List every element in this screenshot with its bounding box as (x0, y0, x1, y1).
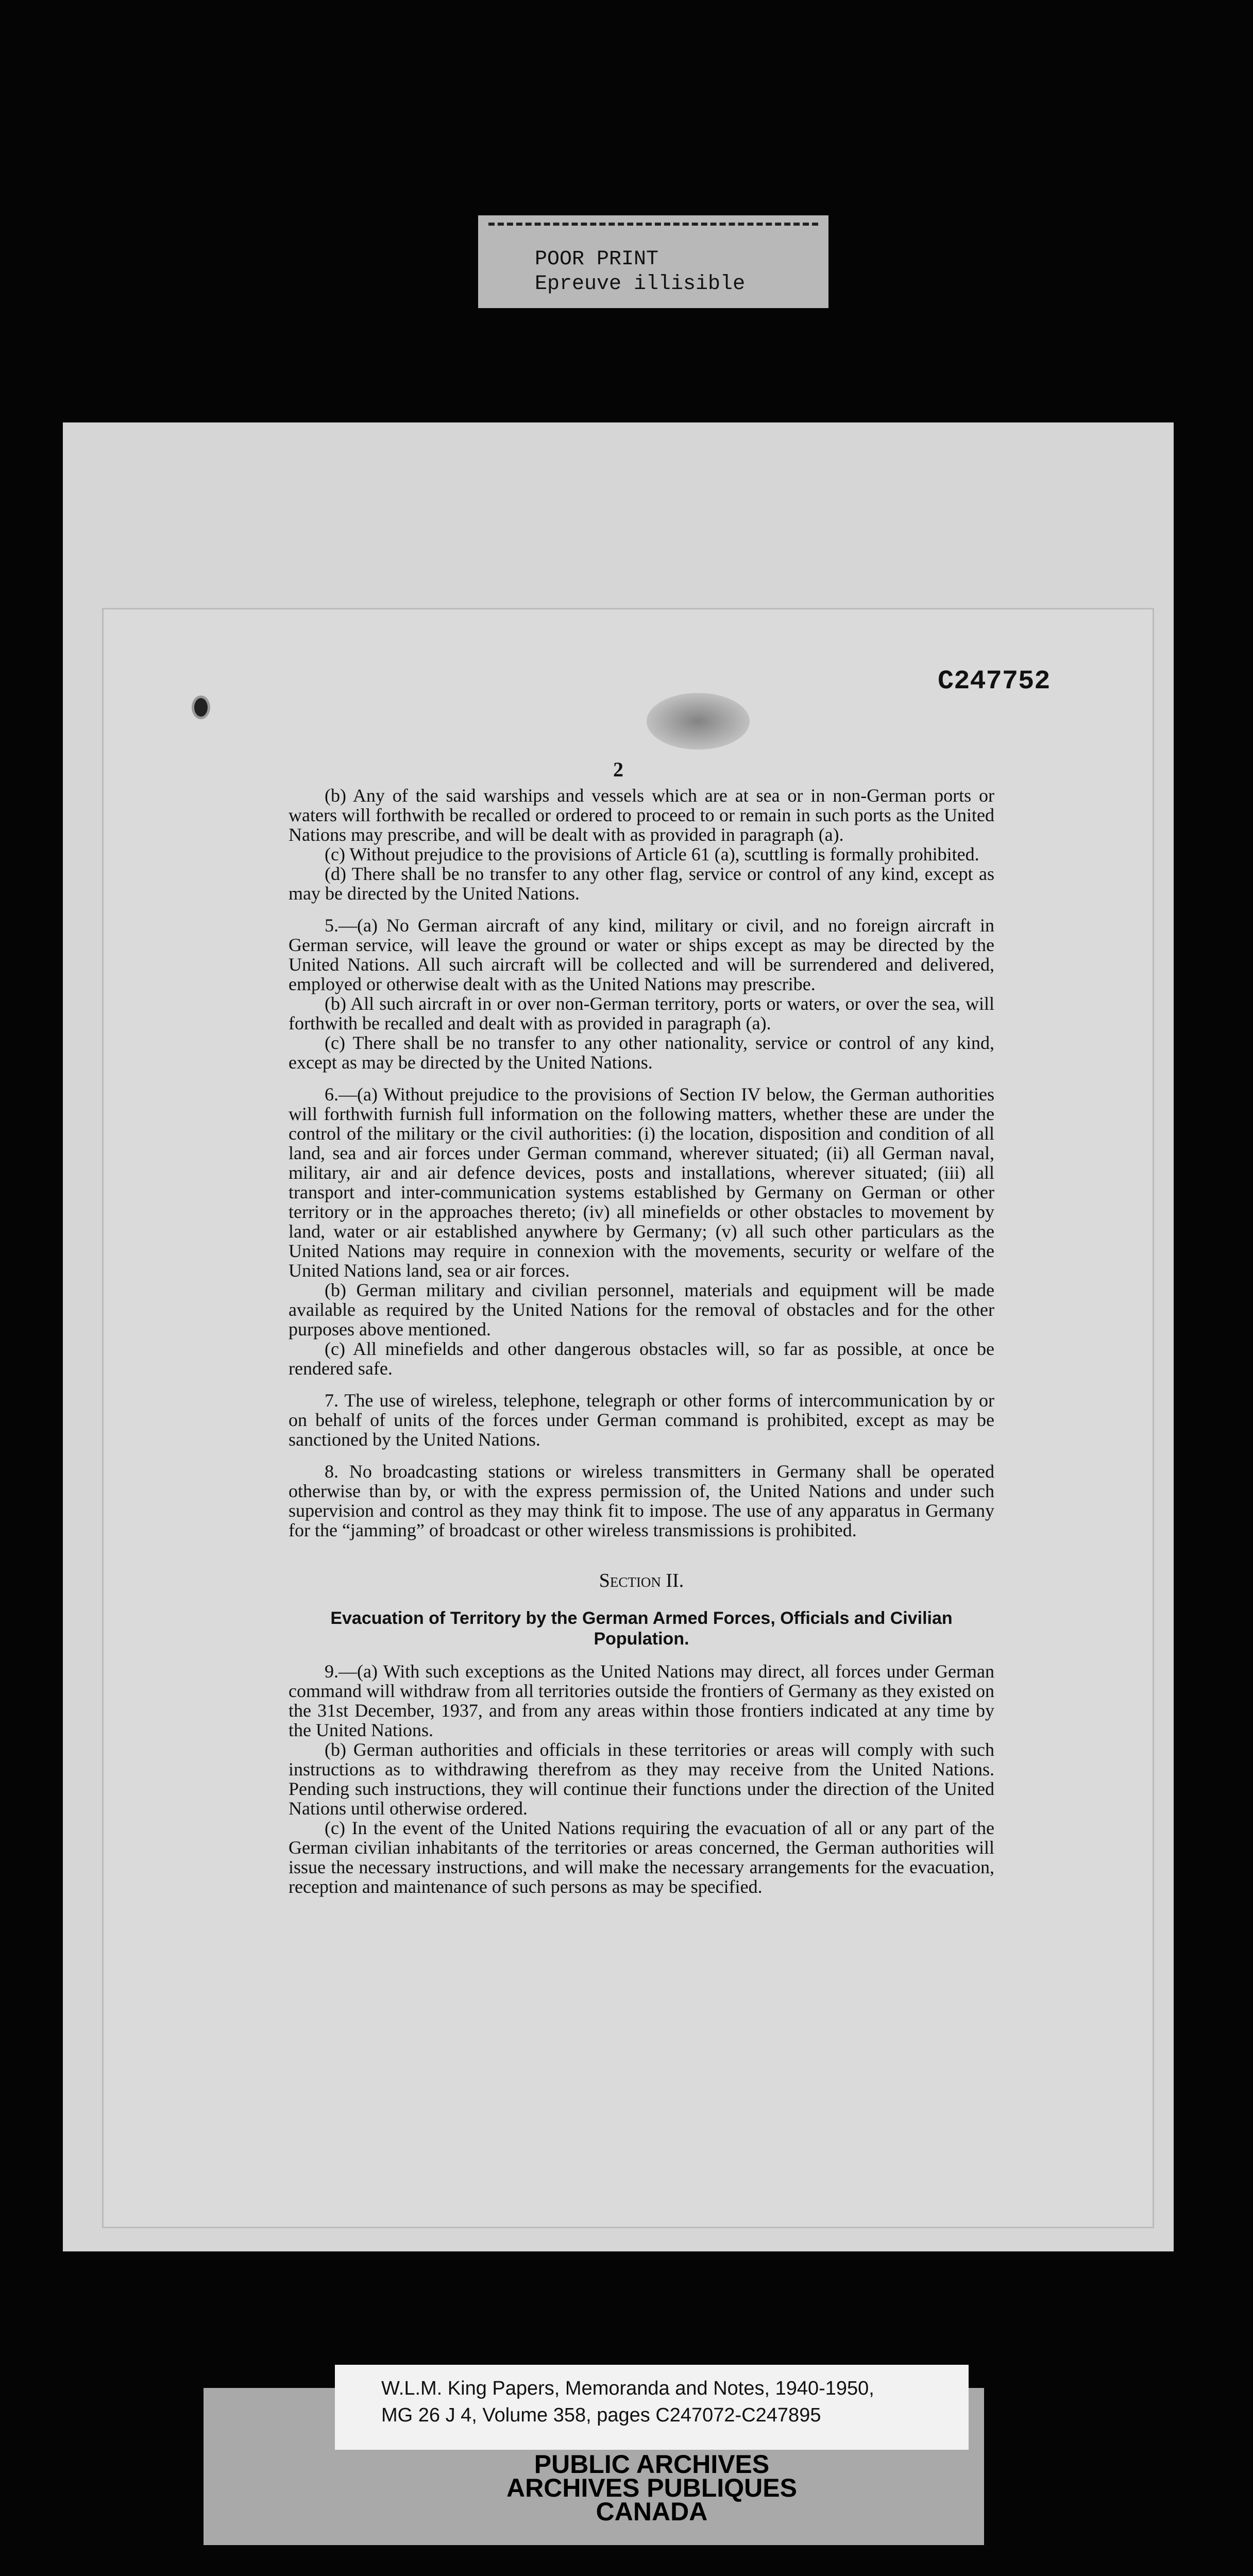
paragraph-7: 7. The use of wireless, telephone, telegraph or other forms of intercommunication by or on behalf of units of the forces under German command is prohibited, except as may be sanctioned by the United Nations. (289, 1390, 994, 1450)
section-heading: Evacuation of Territory by the German Armed Forces, Officials and Civilian Population. (330, 1608, 953, 1649)
poor-print-label (478, 215, 828, 308)
paragraph-4c: (c) Without prejudice to the provisions of Article 61 (a), scuttling is formally prohibited. (325, 844, 979, 865)
ink-smudge (647, 693, 750, 750)
stamp-line-3: CANADA (596, 2497, 708, 2526)
paragraph-9b: (b) German authorities and officials in these territories or areas will comply with such instructions as to withdrawing therefrom as they may receive from the United Nations. Pending such instructions, they will continue their functions under the direction of the United Nations until otherwise ordered. (289, 1739, 994, 1819)
paragraph-4b: (b) Any of the said warships and vessels which are at sea or in non-German ports or waters will forthwith be recalled or ordered to proceed to or remain in such ports as the United Nations may prescribe, and will be dealt with as provided in paragraph (a). (289, 785, 994, 845)
page-number: 2 (613, 758, 623, 781)
public-archives-stamp (335, 2450, 969, 2526)
document-code: C247752 (938, 666, 1051, 697)
paragraph-5b: (b) All such aircraft in or over non-German territory, ports or waters, or over the sea, will forthwith be recalled and dealt with as provided in paragraph (a). (289, 993, 994, 1033)
stamp-line-2: ARCHIVES PUBLIQUES (506, 2473, 797, 2502)
section-title: Section II. (599, 1570, 684, 1591)
citation-line-1: W.L.M. King Papers, Memoranda and Notes, 1940-1950, (381, 2378, 874, 2399)
paragraph-5a: 5.—(a) No German aircraft of any kind, military or civil, and no foreign aircraft in German service, will leave the ground or water or ships except as may be directed by the United Nations. All such aircraft will be collected and will be surrendered and delivered, employed or otherwise dealt with as the United Nations may prescribe. (289, 915, 994, 994)
paragraph-8: 8. No broadcasting stations or wireless transmitters in Germany shall be operated otherwise than by, or with the express permission of, the United Nations and under such supervision and control as they may think fit to impose. The use of any apparatus in Germany for the “jamming” of broadcast or other wireless transmissions is prohibited. (289, 1461, 994, 1540)
citation-line-2: MG 26 J 4, Volume 358, pages C247072-C247895 (381, 2404, 821, 2426)
document-body (289, 786, 994, 1896)
label-dashes (488, 223, 818, 226)
paragraph-9a: 9.—(a) With such exceptions as the United Nations may direct, all forces under German command will withdraw from all territories outside the frontiers of Germany as they existed on the 31st December, 1937, and from any areas within those frontiers indicated at any time by the United Nations. (289, 1661, 994, 1740)
paragraph-6b: (b) German military and civilian personnel, materials and equipment will be made available as required by the United Nations for the removal of obstacles and for the other purposes above mentioned. (289, 1280, 994, 1340)
poor-print-text: POOR PRINT (535, 248, 659, 271)
punch-hole (192, 696, 210, 719)
archive-citation-label (335, 2365, 969, 2450)
epreuve-illisible-text: Epreuve illisible (535, 273, 746, 296)
paragraph-9c: (c) In the event of the United Nations requiring the evacuation of all or any part of the German civilian inhabitants of the territories or areas concerned, the German authorities will issue the necessary instructions, and will make the necessary arrangements for the evacuation, reception and maintenance of such persons as may be specified. (289, 1818, 994, 1897)
paragraph-5c: (c) There shall be no transfer to any other nationality, service or control of any kind, except as may be directed by the United Nations. (289, 1032, 994, 1073)
paragraph-6a: 6.—(a) Without prejudice to the provisions of Section IV below, the German authorities will forthwith furnish full information on the following matters, whether these are under the control of the military or the civil authorities: (i) the location, disposition and condition of all land, sea and air forces under German command, wherever situated; (ii) all German naval, military, air and air defence devices, posts and installations, wherever situated; (iii) all transport and inter-communication systems established by Germany on German or other territory or in the approaches thereto; (iv) all minefields or other obstacles to movement by land, water or air established anywhere by Germany; (v) all such other particulars as the United Nations may require in connexion with the movements, security or welfare of the United Nations land, sea or air forces. (289, 1084, 994, 1281)
paragraph-6c: (c) All minefields and other dangerous obstacles will, so far as possible, at once be rendered safe. (289, 1338, 994, 1379)
paragraph-4d: (d) There shall be no transfer to any other flag, service or control of any kind, except as may be directed by the United Nations. (289, 863, 994, 904)
stamp-line-1: PUBLIC ARCHIVES (534, 2450, 770, 2479)
